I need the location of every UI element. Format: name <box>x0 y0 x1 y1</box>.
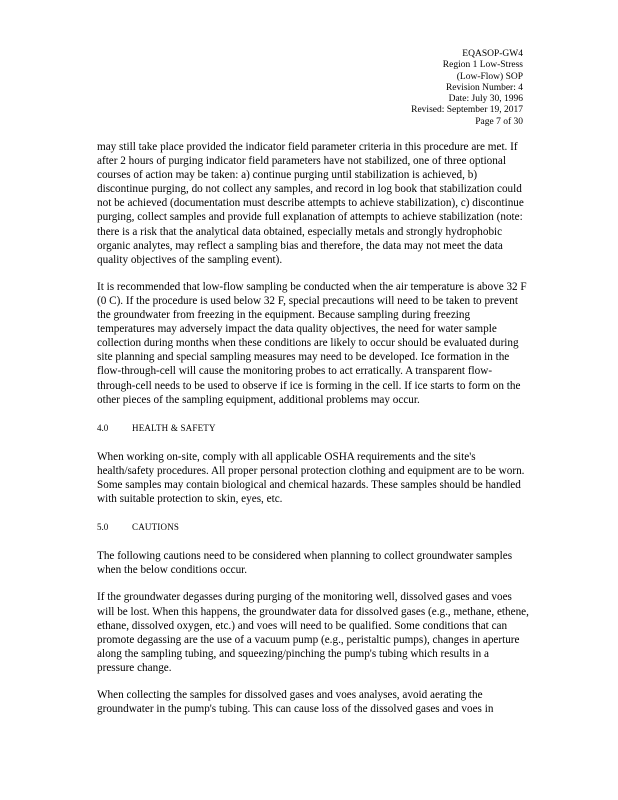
document-header <box>411 49 523 128</box>
paragraph-health-safety: When working on-site, comply with all applicable OSHA requirements and the site's health/safety procedures. All proper personal protection clothing and equipment are to be worn. Some samples may contain biological and chemical hazards. These samples should be handled with suitable protection to skin, eyes, etc. <box>97 450 525 506</box>
paragraph-dissolved-gases: When collecting the samples for dissolved gases and voes analyses, avoid aerating the groundwater in the pump's tubing. This can cause loss of the dissolved gases and voes in <box>97 689 494 716</box>
header-page-number: Page 7 of 30 <box>475 116 523 127</box>
section-heading-cautions <box>97 520 529 534</box>
header-sop-type: (Low-Flow) SOP <box>456 71 523 82</box>
paragraph-stabilization: may still take place provided the indicator field parameter criteria in this procedure are met. If after 2 hours of purging indicator field parameters have not stabilized, one of three optional courses of action may be taken: a) continue purging until stabilization is achieved, b) discontinue purging, do not collect any samples, and record in log book that stabilization could not be achieved (documentation must describe attempts to achieve stabilization), c) discontinue purging, collect samples and provide full explanation of attempts to achieve stabilization (note: there is a risk that the analytical data obtained, especially metals and strongly hydrophobic organic analytes, may reflect a sampling bias and therefore, the data may not meet the data quality objectives of the sampling event). <box>97 141 524 266</box>
section-number: 4.0 <box>97 422 109 433</box>
section-title: HEALTH & SAFETY <box>132 422 216 433</box>
section-title: CAUTIONS <box>132 522 180 533</box>
header-revised: Revised: September 19, 2017 <box>411 105 523 116</box>
header-date: Date: July 30, 1996 <box>448 94 523 105</box>
paragraph-degassing: If the groundwater degasses during purging of the monitoring well, dissolved gases and voes will be lost. When this happens, the groundwater data for dissolved gases (e.g., methane, ethene, ethane, dissolved oxygen, etc.) and voes will need to be qualified. Some conditions that can promote degassing are the use of a vacuum pump (e.g., peristaltic pumps), changes in aperture along the sampling tubing, and squeezing/pinching the pump's tubing which results in a pressure change. <box>97 591 529 674</box>
section-heading-health-safety <box>97 421 529 435</box>
paragraph-cautions-intro: The following cautions need to be considered when planning to collect groundwater samples when the below conditions occur. <box>97 550 513 577</box>
document-body <box>97 140 529 716</box>
header-region: Region 1 Low-Stress <box>442 60 523 71</box>
header-doc-id: EQASOP-GW4 <box>462 49 523 59</box>
header-revision: Revision Number: 4 <box>445 82 523 93</box>
paragraph-temperature: It is recommended that low-flow sampling be conducted when the air temperature is above 32 F (0 C). If the procedure is used below 32 F, special precautions will need to be taken to prevent the groundwater from freezing in the equipment. Because sampling during freezing temperatures may adversely impact the data quality objectives, the need for water sample collection during months when these conditions are likely to occur should be evaluated during site planning and special sampling measures may need to be developed. Ice formation in the flow-through-cell will cause the monitoring probes to act erratically. A transparent flow-through-cell needs to be used to observe if ice is forming in the cell. If ice starts to form on the other pieces of the sampling equipment, additional problems may occur. <box>97 280 527 406</box>
section-number: 5.0 <box>97 522 109 533</box>
